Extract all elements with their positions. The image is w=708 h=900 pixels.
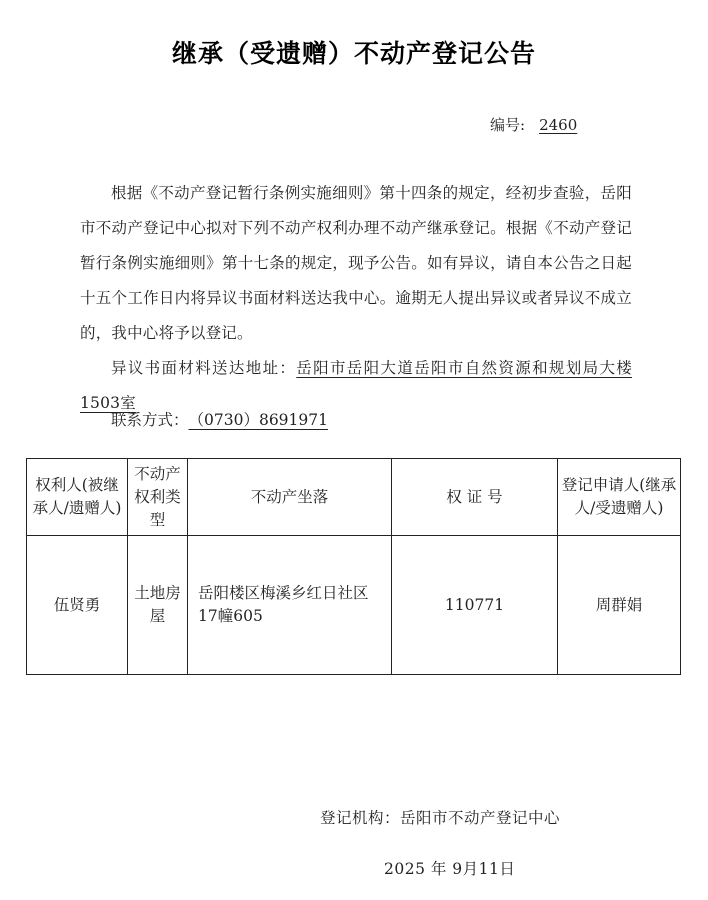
notice-paragraph: 根据《不动产登记暂行条例实施细则》第十四条的规定，经初步查验，岳阳市不动产登记中心拟对下列不动产权利办理不动产继承登记。根据《不动产登记暂行条例实施细则》第十七条的规定，现予公告。如有异议，请自本公告之日起十五个工作日内将异议书面材料送达我中心。逾期无人提出异议或者异议不成立的，我中心将予以登记。 <box>80 184 632 342</box>
table-row <box>27 536 681 675</box>
property-table <box>26 458 681 675</box>
cell-cert: 110771 <box>392 536 558 675</box>
header-applicant: 登记申请人(继承人/受遗赠人) <box>558 459 681 536</box>
address-label: 异议书面材料送达地址： <box>111 359 297 377</box>
contact-line <box>80 408 348 430</box>
cell-owner: 伍贤勇 <box>27 536 128 675</box>
cell-applicant: 周群娟 <box>558 536 681 675</box>
address-value: 岳阳市岳阳大道岳阳市自然资源和规划局大楼1503室 <box>80 359 632 412</box>
notice-date: 2025 年 9月11日 <box>384 860 516 878</box>
serial-number <box>490 114 577 135</box>
serial-label: 编号: <box>490 116 526 134</box>
contact-label: 联系方式： <box>111 411 189 429</box>
registration-org: 登记机构：岳阳市不动产登记中心 <box>320 809 561 827</box>
header-location: 不动产坐落 <box>188 459 392 536</box>
page-title: 继承（受遗赠）不动产登记公告 <box>171 39 536 68</box>
header-owner: 权利人(被继承人/遗赠人) <box>27 459 128 536</box>
serial-value: 2460 <box>539 116 578 134</box>
contact-value: （0730）8691971 <box>188 411 328 429</box>
header-cert: 权 证 号 <box>392 459 558 536</box>
notice-body <box>80 176 632 421</box>
table-header-row <box>27 459 681 536</box>
cell-location: 岳阳楼区梅溪乡红日社区17幢605 <box>188 536 392 675</box>
header-type: 不动产权利类型 <box>128 459 188 536</box>
cell-type: 土地房屋 <box>128 536 188 675</box>
